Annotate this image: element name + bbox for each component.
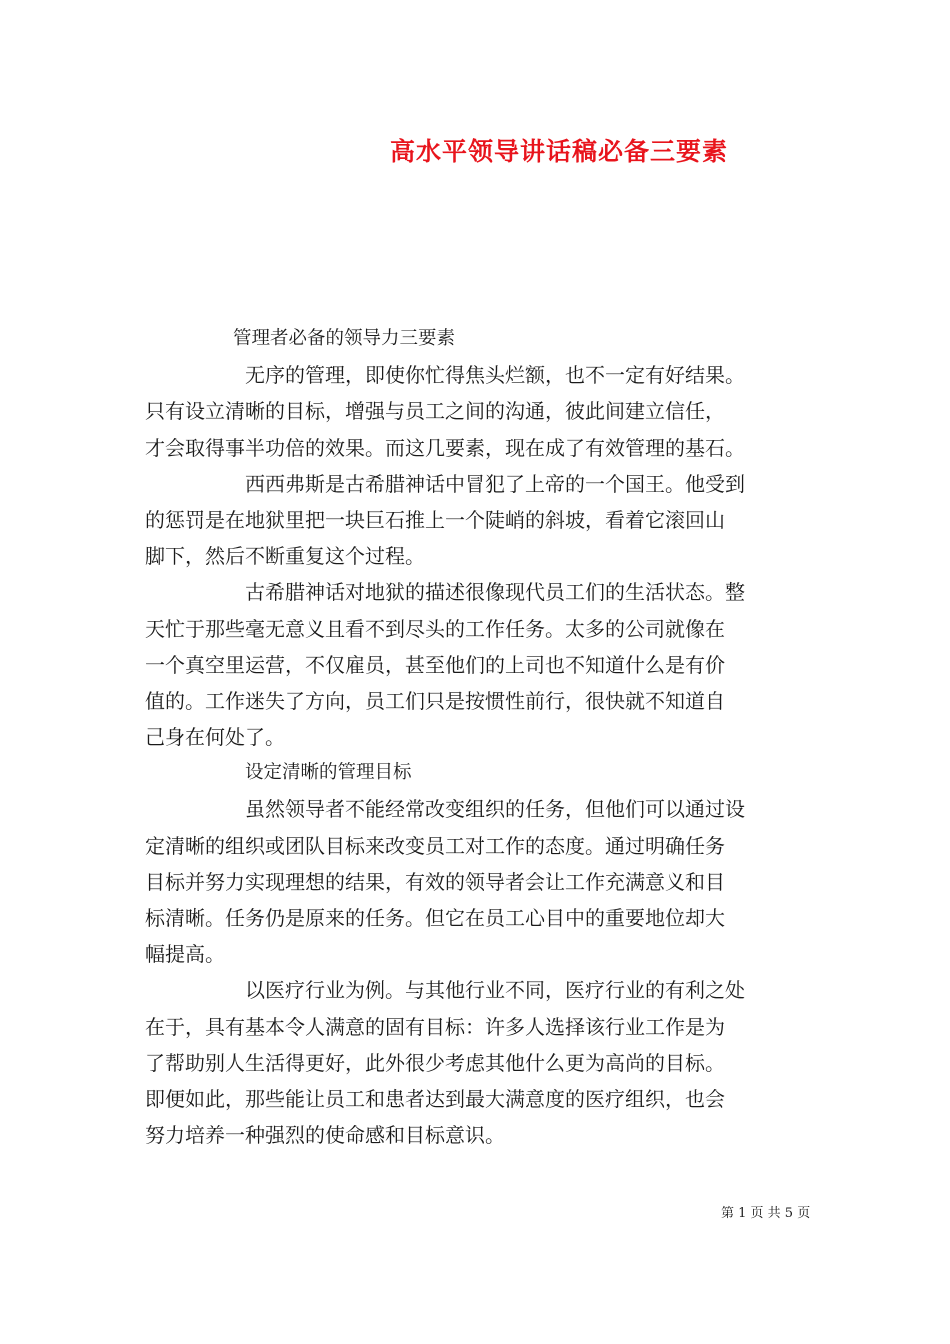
section-heading: 管理者必备的领导力三要素 bbox=[233, 328, 456, 349]
paragraph-line: 无序的管理，即使你忙得焦头烂额，也不一定有好结果。 bbox=[245, 363, 745, 388]
paragraph-line: 了帮助别人生活得更好，此外很少考虑其他什么更为高尚的目标。 bbox=[145, 1050, 725, 1075]
paragraph-line: 目标并努力实现理想的结果，有效的领导者会让工作充满意义和目 bbox=[145, 869, 725, 894]
paragraph-line: 标清晰。任务仍是原来的任务。但它在员工心目中的重要地位却大 bbox=[145, 906, 725, 930]
paragraph-line: 一个真空里运营，不仅雇员，甚至他们的上司也不知道什么是有价 bbox=[145, 652, 725, 677]
paragraph-line: 值的。工作迷失了方向，员工们只是按惯性前行，很快就不知道自 bbox=[145, 688, 725, 713]
paragraph-line: 脚下，然后不断重复这个过程。 bbox=[145, 544, 425, 569]
document-title: 高水平领导讲话稿必备三要素 bbox=[390, 137, 729, 166]
paragraph-line: 虽然领导者不能经常改变组织的任务，但他们可以通过设 bbox=[245, 797, 745, 822]
paragraph-line: 只有设立清晰的目标，增强与员工之间的沟通，彼此间建立信任， bbox=[145, 399, 725, 424]
paragraph-line: 在于，具有基本令人满意的固有目标：许多人选择该行业工作是为 bbox=[145, 1014, 725, 1039]
paragraph-line: 努力培养一种强烈的使命感和目标意识。 bbox=[145, 1123, 505, 1148]
paragraph-line: 幅提高。 bbox=[145, 942, 225, 967]
paragraph-line: 即便如此，那些能让员工和患者达到最大满意度的医疗组织，也会 bbox=[145, 1086, 725, 1111]
paragraph-line: 古希腊神话对地狱的描述很像现代员工们的生活状态。整 bbox=[245, 580, 745, 605]
paragraph-line: 以医疗行业为例。与其他行业不同，医疗行业的有利之处 bbox=[245, 978, 745, 1003]
paragraph-line: 才会取得事半功倍的效果。而这几要素，现在成了有效管理的基石。 bbox=[145, 435, 745, 460]
paragraph-line: 己身在何处了。 bbox=[145, 725, 285, 750]
document-body bbox=[145, 321, 805, 1153]
paragraph-line: 天忙于那些毫无意义且看不到尽头的工作任务。太多的公司就像在 bbox=[145, 616, 725, 641]
section-heading: 设定清晰的管理目标 bbox=[245, 762, 412, 784]
paragraph-line: 定清晰的组织或团队目标来改变员工对工作的态度。通过明确任务 bbox=[145, 833, 725, 858]
page-number: 第 1 页 共 5 页 bbox=[721, 1206, 811, 1221]
paragraph-line: 西西弗斯是古希腊神话中冒犯了上帝的一个国王。他受到 bbox=[245, 471, 745, 496]
paragraph-line: 的惩罚是在地狱里把一块巨石推上一个陡峭的斜坡，看着它滚回山 bbox=[145, 507, 725, 532]
